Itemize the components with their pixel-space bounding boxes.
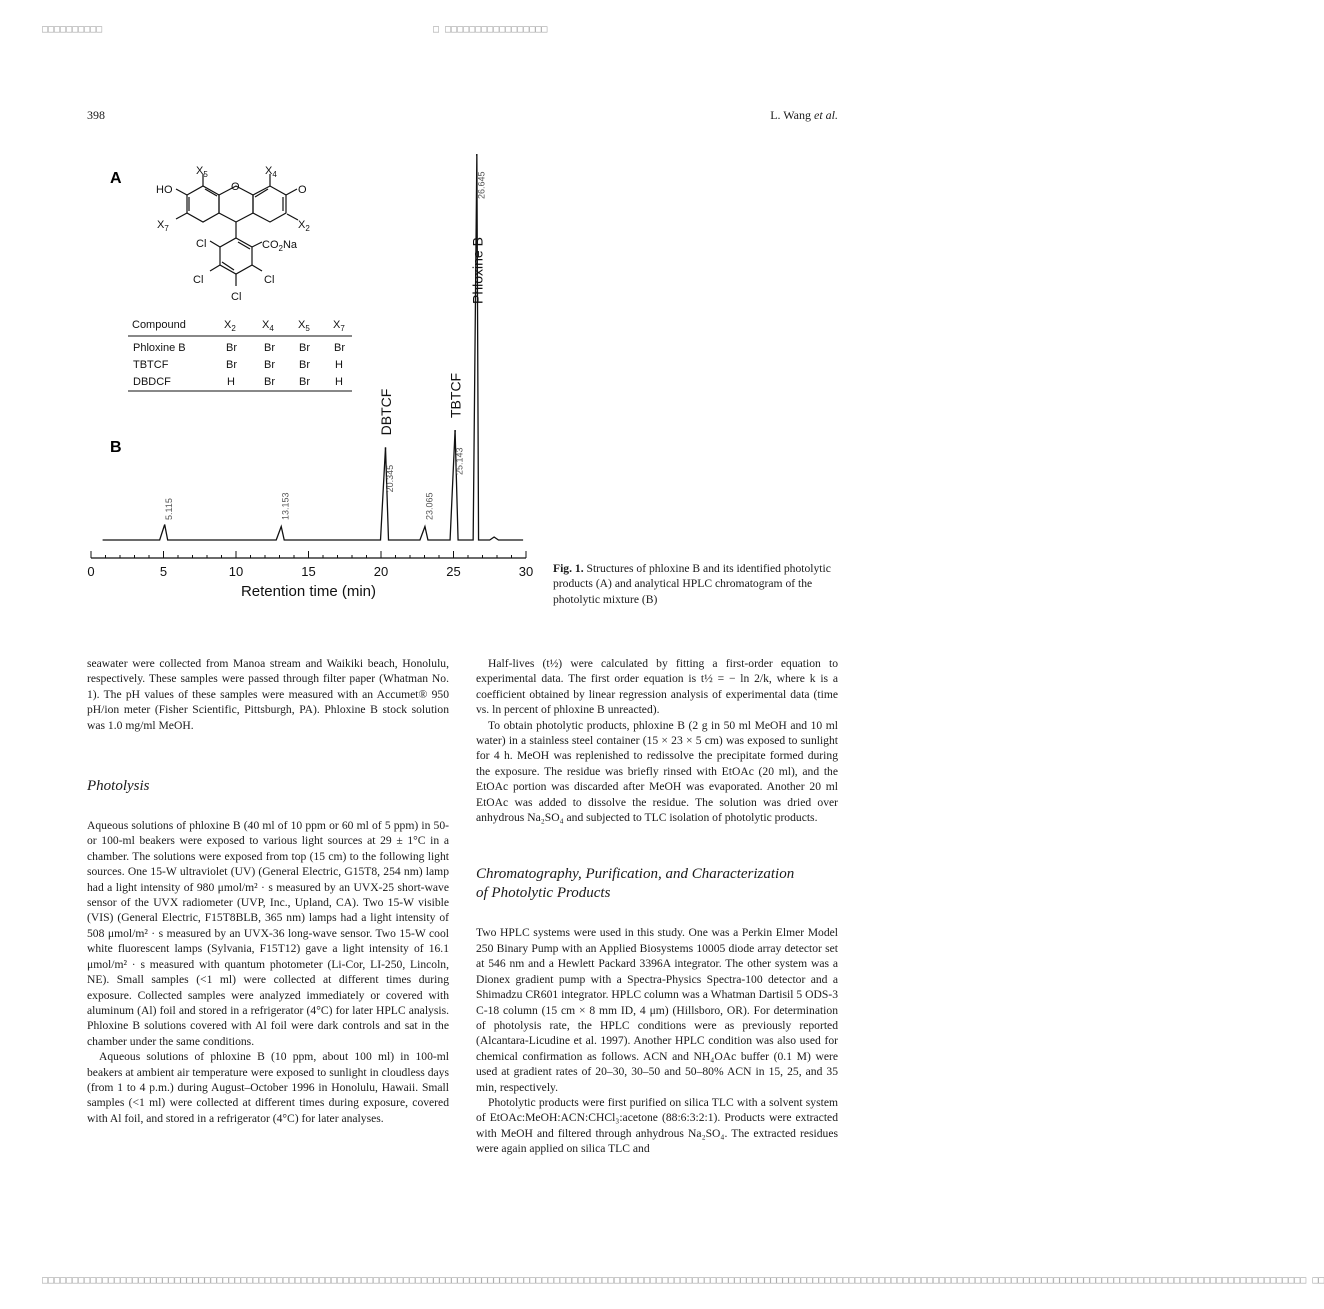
peak-rt-label: 25.143 <box>454 447 465 475</box>
table-cell: Br <box>226 359 237 371</box>
peak-rt-label: 20.345 <box>385 464 396 493</box>
caption-text: Structures of phloxine B and its identified photolytic products (A) and analytical HPLC chromatogram of the photolytic mixture (B) <box>553 562 831 606</box>
section-heading-line-1: Chromatography, Purification, and Characterization <box>476 866 795 883</box>
x-tick-label: 30 <box>518 564 534 579</box>
label-x5: $X_5$ <box>196 165 208 179</box>
table-cell: Br <box>264 342 275 354</box>
x-tick-label: 20 <box>373 564 389 579</box>
paragraph: To obtain photolytic products, phloxine B (2 g in 50 ml MeOH and 10 ml water) in a stainless steel container (15 × 23 × 5 cm) was exposed to sunlight for 4 h. MeOH was replenished to redissolve the precipitate formed during the exposure. The residue was briefly rinsed with EtOAc (20 ml), and the EtOAc portion was discarded after MeOH was evaporated. Another 20 ml EtOAc was added to dissolve the residue. The solution was dried over anhydrous Na₂SO₄ and subjected to TLC isolation of photolytic products. <box>476 718 838 825</box>
table-cell: Br <box>299 342 310 354</box>
table-header-x4: $X_4$ <box>262 319 274 333</box>
table-cell: Br <box>264 359 275 371</box>
table-cell: Br <box>299 359 310 371</box>
x-tick-label: 0 <box>87 564 95 579</box>
caption-label: Fig. 1. <box>553 562 584 575</box>
label-cl-1: Cl <box>196 238 207 250</box>
table-cell: H <box>227 376 235 388</box>
x-tick-label: 5 <box>159 564 168 579</box>
panel-a-label: A <box>110 170 122 187</box>
table-cell: DBDCF <box>133 376 171 388</box>
table-header-x5: $X_5$ <box>298 319 310 333</box>
label-cl-2: Cl <box>193 274 204 286</box>
peak-compound-label: Phloxine B <box>469 237 486 304</box>
table-cell: H <box>335 376 343 388</box>
authors: L. Wang <box>770 108 814 122</box>
section-heading-photolysis: Photolysis <box>87 778 150 795</box>
peak-compound-label: TBTCF <box>447 372 464 418</box>
paragraph: Aqueous solutions of phloxine B (40 ml of 10 ppm or 60 ml of 5 ppm) in 50- or 100-ml beakers were exposed to various light sources at 29 ± 1°C in a chamber. The solutions were exposed from top (15 cm) to the following light sources. One 15-W ultraviolet (UV) (General Electric, G15T8, 254 nm) lamp had a light intensity of 980 μmol/m² · s measured by an UVX-25 short-wave sensor of the UVX radiometer (UVP, Inc., Upland, CA). Two 15-W visible (VIS) (General Electric, F15T8BLB, 365 nm) lamps had a light intensity of 508 μmol/m² · s measured by an UVX-36 long-wave sensor. Two 15-W cool white fluorescent lamps (Sylvania, F15T12) gave a light intensity of 16.1 μmol/m² · s measured with quantum photometer (Li-Cor, LI-250, Lincoln, NE). Small samples (<1 ml) were collected at different times during exposure. Collected samples were analyzed immediately or covered with aluminum (Al) foil and stored in a refrigerator (4°C) for later HPLC analysis. Phloxine B solutions covered with Al foil were dark controls and sat in the chamber under the same conditions. <box>87 819 449 1048</box>
peak-rt-label: 5.115 <box>164 498 175 520</box>
compound-table <box>128 319 352 391</box>
table-cell: Br <box>226 342 237 354</box>
x-tick-label: 10 <box>228 564 244 579</box>
paragraph: seawater were collected from Manoa stream and Waikiki beach, Honolulu, respectively. These samples were passed through filter paper (Whatman No. 1). The pH values of these samples were measured with an Accumet® 950 pH/ion meter (Fisher Scientific, Pittsburgh, PA). Phloxine B stock solution was 1.0 mg/ml MeOH. <box>87 657 449 732</box>
table-cell: Br <box>264 376 275 388</box>
label-cl-4: Cl <box>231 291 242 303</box>
label-cl-3: Cl <box>264 274 275 286</box>
label-co2na: $CO_2Na$ <box>262 239 298 253</box>
label-x4: $X_4$ <box>265 165 277 179</box>
figure-1 <box>0 140 925 620</box>
paragraph: Photolytic products were first purified on silica TLC with a solvent system of EtOAc:MeOH:ACN:CHCl₃:acetone (88:6:3:2:1). Products were extracted with MeOH and filtered through anhydrous Na₂SO₄. The extracted residues were again applied on silica TLC and <box>476 1095 838 1156</box>
paragraph: Half-lives (t½) were calculated by fitting a first-order equation to experimental data. The first order equation is t½ = − ln 2/k, where k is a coefficient obtained by linear regression analysis of experimental data (time vs. ln percent of phloxine B unreacted). <box>476 657 838 717</box>
label-o-ring: O <box>231 181 240 193</box>
table-header-compound: Compound <box>132 319 186 331</box>
header-glyph-boxes-left: □□□□□□□□□□ <box>42 24 103 35</box>
table-cell: H <box>335 359 343 371</box>
label-x7: $X_7$ <box>157 219 169 233</box>
left-column <box>87 656 449 1126</box>
footer-glyph-boxes: □□□□□□□□□□□□□□□□□□□□□□□□□□□□□□□□□□□□□□□□□□□□□□□□□□□□□□□□□□□□□□□□□□□□□□□□□□□□□□□□□□□□□□□□□□□□□□□□□□□□□□□□□□□□□□□□□□□□□□□□□□□□□□□□□□□□□□□□□□□□□□□□□□□□□□□□□□□□□□□□□□□□□□□□□□□□□□□□□□□□□□□□□□□□□□□□□□□□□□□□□□□□□□□□□□ □□ <box>42 1275 1324 1286</box>
right-column <box>476 656 838 1157</box>
section-heading-line-2: of Photolytic Products <box>476 885 611 902</box>
running-head-authors <box>770 108 838 123</box>
section-heading-chromatography <box>476 865 838 903</box>
x-tick-label: 15 <box>301 564 316 579</box>
table-cell: Br <box>334 342 345 354</box>
label-o-keto: O <box>298 184 307 196</box>
paragraph: Aqueous solutions of phloxine B (10 ppm, about 100 ml) in 100-ml beakers at ambient air temperature were exposed to sunlight in cloudless days (from 1 to 4 p.m.) during August–October 1996 in Honolulu, Hawaii. Small samples (<1 ml) were collected at different times during exposure, covered with Al foil, and stored in a refrigerator (4°C) for later analyses. <box>87 1050 449 1125</box>
label-ho: HO <box>156 184 173 196</box>
panel-b-label: B <box>110 439 122 456</box>
table-header-x7: $X_7$ <box>333 319 345 333</box>
header-glyph-boxes-center: □ □□□□□□□□□□□□□□□□□ <box>433 24 548 35</box>
peak-rt-label: 26.645 <box>476 171 487 199</box>
x-axis-title: Retention time (min) <box>240 583 377 600</box>
peak-rt-label: 13.153 <box>280 492 291 520</box>
page-number: 398 <box>87 108 105 122</box>
peak-rt-label: 23.065 <box>424 492 435 520</box>
figure-caption <box>553 561 838 607</box>
table-header-x2: $X_2$ <box>224 319 236 333</box>
label-x2: $X_2$ <box>298 219 310 233</box>
et-al: et al. <box>814 108 838 122</box>
table-cell: Phloxine B <box>133 342 186 354</box>
peak-compound-label: DBTCF <box>378 388 395 436</box>
table-cell: Br <box>299 376 310 388</box>
x-tick-label: 25 <box>446 564 461 579</box>
table-cell: TBTCF <box>133 359 169 371</box>
paragraph: Two HPLC systems were used in this study. One was a Perkin Elmer Model 250 Binary Pump with an Applied Biosystems 10005 diode array detector set at 546 nm and a Hewlett Packard 3396A integrator. The other system was a Dionex gradient pump with a Spectra-Physics Spectra-100 detector and a Shimadzu CR601 integrator. HPLC column was a Whatman Dartisil 5 ODS-3 C-18 column (15 cm × 8 mm ID, 4 μm) (Hillsboro, OR). For determination of photolysis rate, the HPLC conditions were as previously reported (Alcantara-Licudine et al. 1997). Another HPLC condition was also used for chemical confirmation as follows. ACN and NH₄OAc buffer (0.1 M) were used at gradient rates of 20–30, 30–50 and 50–80% ACN in 15, 25, and 35 min, respectively. <box>476 926 838 1094</box>
